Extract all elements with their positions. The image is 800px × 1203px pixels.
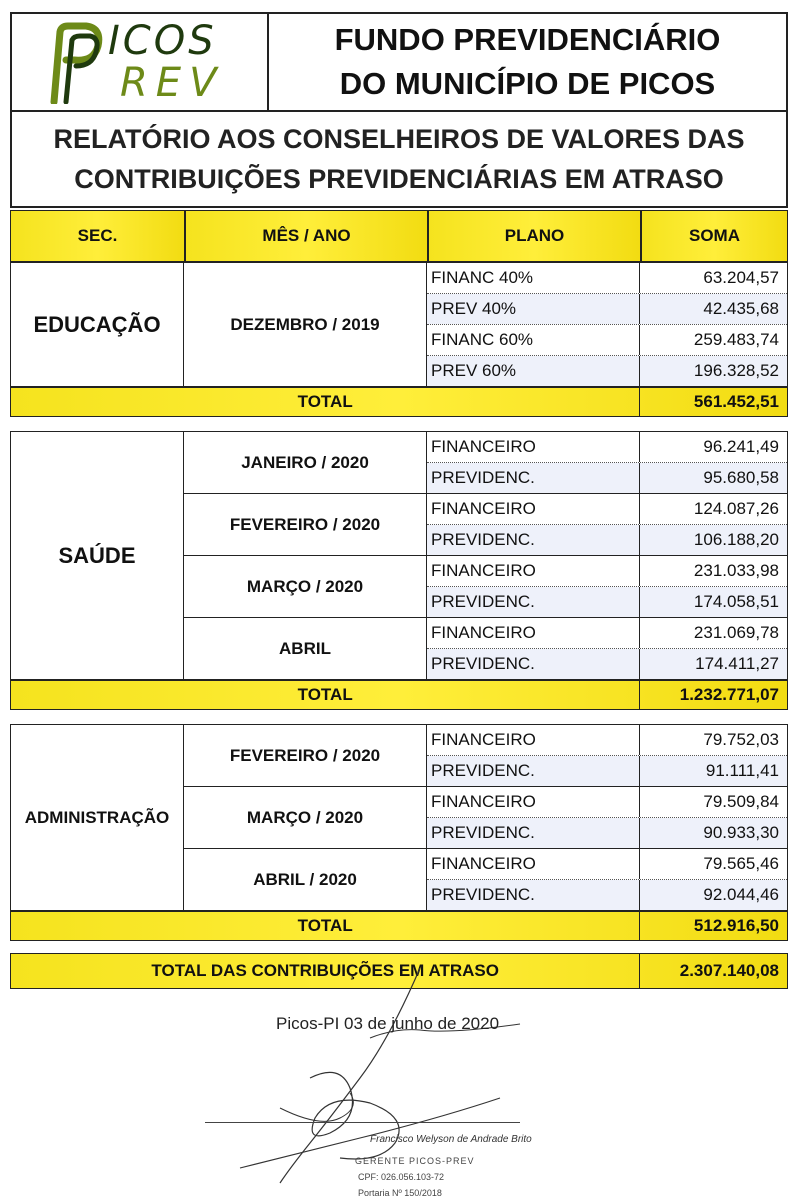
place-date: Picos-PI 03 de junho de 2020	[276, 1014, 500, 1033]
plan-value: 92.044,46	[640, 880, 787, 910]
table-header	[10, 210, 788, 262]
month-group	[184, 556, 787, 618]
plan-name: PREV 60%	[427, 356, 640, 386]
col-sec: SEC.	[10, 210, 185, 262]
plan-value: 231.033,98	[693, 561, 779, 580]
month-label: FEVEREIRO / 2020	[184, 494, 427, 555]
plan-lines	[427, 494, 787, 555]
plan-name: PREVIDENC.	[427, 756, 640, 786]
table-row	[427, 756, 787, 786]
plan-name: FINANCEIRO	[427, 618, 640, 648]
section-total-label: TOTAL	[11, 681, 640, 709]
table-row	[427, 818, 787, 848]
plan-value: 259.483,74	[693, 330, 779, 349]
col-mes: MÊS / ANO	[185, 210, 428, 262]
plan-lines	[427, 725, 787, 786]
logo-picos-text: ICOS	[108, 18, 217, 64]
month-label: ABRIL / 2020	[184, 849, 427, 910]
table-row	[427, 356, 787, 386]
section-months	[184, 263, 787, 386]
subtitle-line2: CONTRIBUIÇÕES PREVIDENCIÁRIAS EM ATRASO	[74, 164, 724, 194]
plan-value: 42.435,68	[640, 294, 787, 324]
section-block	[10, 724, 788, 911]
plan-name: PREVIDENC.	[427, 463, 640, 493]
month-label: MARÇO / 2020	[184, 787, 427, 848]
table-row	[427, 325, 787, 356]
section-total-value: 561.452,51	[693, 392, 779, 411]
table-row	[427, 432, 787, 463]
logo-prev-text: REV	[120, 60, 225, 106]
month-label: JANEIRO / 2020	[184, 432, 427, 493]
logo-pp-icon	[46, 22, 104, 104]
sections-container	[10, 262, 788, 941]
plan-value: 95.680,58	[640, 463, 787, 493]
month-group	[184, 787, 787, 849]
plan-value: 231.069,78	[693, 623, 779, 642]
signer-name: Francisco Welyson de Andrade Brito	[370, 1134, 532, 1145]
section-total-row	[10, 680, 788, 710]
plan-value: 174.411,27	[640, 649, 787, 679]
section-gap	[10, 710, 788, 724]
header-title-line1: FUNDO PREVIDENCIÁRIO	[334, 22, 721, 57]
section-total-label: TOTAL	[11, 388, 640, 416]
month-group	[184, 494, 787, 556]
subtitle-line1: RELATÓRIO AOS CONSELHEIROS DE VALORES DAS	[53, 124, 745, 154]
section-name: EDUCAÇÃO	[11, 263, 184, 386]
plan-name: FINANCEIRO	[427, 556, 640, 586]
plan-lines	[427, 263, 787, 386]
plan-lines	[427, 556, 787, 617]
plan-lines	[427, 618, 787, 679]
plan-name: FINANC 40%	[427, 263, 640, 293]
section-months	[184, 432, 787, 679]
section-total-row	[10, 387, 788, 417]
month-group	[184, 725, 787, 787]
section-block	[10, 431, 788, 680]
table-row	[427, 494, 787, 525]
section-name: SAÚDE	[11, 432, 184, 679]
grand-total-value: 2.307.140,08	[679, 961, 779, 980]
plan-name: PREVIDENC.	[427, 525, 640, 555]
signer-role: GERENTE PICOS-PREV	[355, 1156, 475, 1166]
plan-value: 196.328,52	[640, 356, 787, 386]
plan-name: PREVIDENC.	[427, 649, 640, 679]
table-row	[427, 849, 787, 880]
plan-value: 96.241,49	[703, 437, 779, 456]
table-row	[427, 649, 787, 679]
plan-lines	[427, 849, 787, 910]
plan-name: FINANCEIRO	[427, 787, 640, 817]
plan-value: 106.188,20	[640, 525, 787, 555]
plan-lines	[427, 432, 787, 493]
section-total-row	[10, 911, 788, 941]
plan-name: FINANCEIRO	[427, 432, 640, 462]
table-row	[427, 525, 787, 555]
col-plano: PLANO	[428, 210, 641, 262]
plan-name: PREVIDENC.	[427, 880, 640, 910]
plan-value: 63.204,57	[703, 268, 779, 287]
col-soma: SOMA	[641, 210, 788, 262]
picos-prev-logo	[12, 14, 269, 110]
signer-cpf: CPF: 026.056.103-72	[358, 1172, 445, 1182]
signer-portaria: Portaria Nº 150/2018	[358, 1188, 442, 1198]
section-total-value: 1.232.771,07	[679, 685, 779, 704]
section-block	[10, 262, 788, 387]
table-row	[427, 463, 787, 493]
table-row	[427, 587, 787, 617]
plan-name: FINANCEIRO	[427, 849, 640, 879]
table-row	[427, 556, 787, 587]
month-group	[184, 432, 787, 494]
plan-value: 124.087,26	[693, 499, 779, 518]
plan-value: 174.058,51	[640, 587, 787, 617]
header-title-line2: DO MUNICÍPIO DE PICOS	[339, 66, 716, 101]
plan-value: 79.565,46	[703, 854, 779, 873]
month-group	[184, 618, 787, 679]
table-row	[427, 725, 787, 756]
month-label: ABRIL	[184, 618, 427, 679]
month-group	[184, 849, 787, 910]
report-subtitle	[10, 112, 788, 208]
section-gap	[10, 417, 788, 431]
plan-name: PREV 40%	[427, 294, 640, 324]
plan-name: PREVIDENC.	[427, 818, 640, 848]
plan-lines	[427, 787, 787, 848]
table-row	[427, 263, 787, 294]
section-name: ADMINISTRAÇÃO	[11, 725, 184, 910]
grand-total-label: TOTAL DAS CONTRIBUIÇÕES EM ATRASO	[11, 954, 640, 988]
month-label: MARÇO / 2020	[184, 556, 427, 617]
month-group	[184, 263, 787, 386]
month-label: FEVEREIRO / 2020	[184, 725, 427, 786]
table-row	[427, 787, 787, 818]
plan-name: FINANCEIRO	[427, 725, 640, 755]
plan-value: 90.933,30	[640, 818, 787, 848]
section-total-value: 512.916,50	[693, 916, 779, 935]
table-row	[427, 880, 787, 910]
plan-value: 91.111,41	[640, 756, 787, 786]
signature-line	[205, 1122, 520, 1123]
month-label: DEZEMBRO / 2019	[184, 263, 427, 386]
table-row	[427, 618, 787, 649]
plan-value: 79.509,84	[703, 792, 779, 811]
plan-value: 79.752,03	[703, 730, 779, 749]
header-title	[269, 14, 786, 110]
table-row	[427, 294, 787, 325]
section-total-label: TOTAL	[11, 912, 640, 940]
plan-name: FINANCEIRO	[427, 494, 640, 524]
header	[10, 12, 788, 112]
plan-name: FINANC 60%	[427, 325, 640, 355]
plan-name: PREVIDENC.	[427, 587, 640, 617]
report-sheet	[10, 12, 788, 989]
section-months	[184, 725, 787, 910]
